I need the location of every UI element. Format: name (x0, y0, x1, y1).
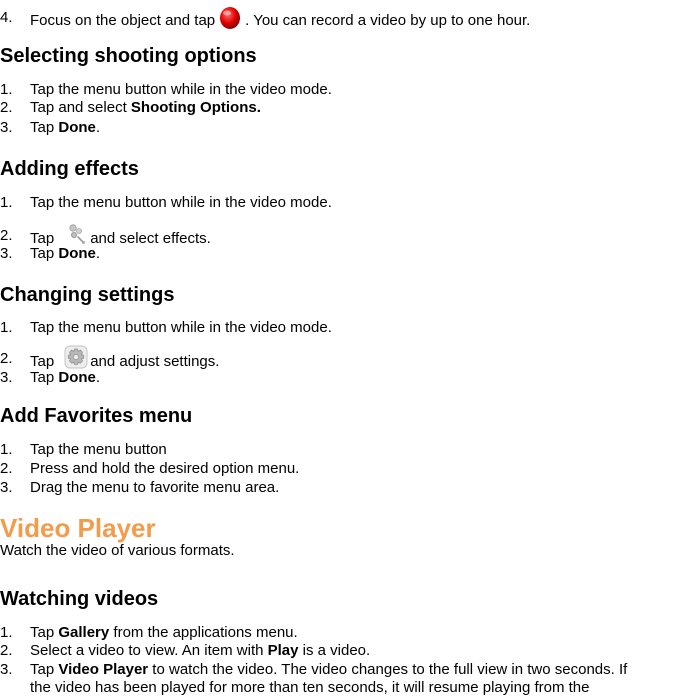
heading-adding-effects: Adding effects (0, 158, 139, 180)
record-button-icon (219, 6, 241, 30)
heading-add-favorites: Add Favorites menu (0, 405, 193, 427)
manual-page: 4. Focus on the object and tap . You can record a video by up to one hour. Selecting shooting options 1. Tap the menu button while in the video mode. 2. Tap and select Shooting Options. 3. Tap Done. Adding effects 1. Tap the menu button while in the video mode. 2. Tap and select effects. 3. Tap Done. Changing settings 1. Tap the menu button while in the video mode. 2. Tap and adjust settings. 3. Tap Done. Add Favorites menu 1. Tap the menu button 2. Press and hold the desired option menu. 3. Drag the menu to favorite menu area. Video Player Watch the video of various formats. Watching videos 1. Tap Gallery from the applications menu. 2. Select a video to view. An item with Play is a video. 3. Tap Video Player to watch the video. The video changes to the full view in two seconds. If the video has been played for more than ten seconds, it will resume playing from the (0, 0, 696, 698)
step-text: Focus on the object and tap (30, 11, 216, 29)
section-title-video-player: Video Player (0, 513, 156, 543)
step-number: 4. (0, 9, 13, 26)
play-label: Play (267, 642, 299, 659)
done-label: Done (58, 369, 96, 386)
gallery-label: Gallery (58, 624, 110, 641)
heading-changing-settings: Changing settings (0, 284, 175, 306)
done-label: Done (58, 119, 96, 136)
done-label: Done (58, 245, 96, 262)
section-intro: Watch the video of various formats. (0, 542, 235, 559)
shooting-options-label: Shooting Options. (130, 99, 261, 116)
heading-watching-videos: Watching videos (0, 588, 159, 610)
settings-icon (64, 345, 88, 369)
heading-shooting-options: Selecting shooting options (0, 45, 257, 67)
step-text-after: . You can record a video by up to one hour. (245, 11, 531, 29)
effects-icon (64, 222, 88, 246)
video-player-label: Video Player (58, 661, 149, 678)
